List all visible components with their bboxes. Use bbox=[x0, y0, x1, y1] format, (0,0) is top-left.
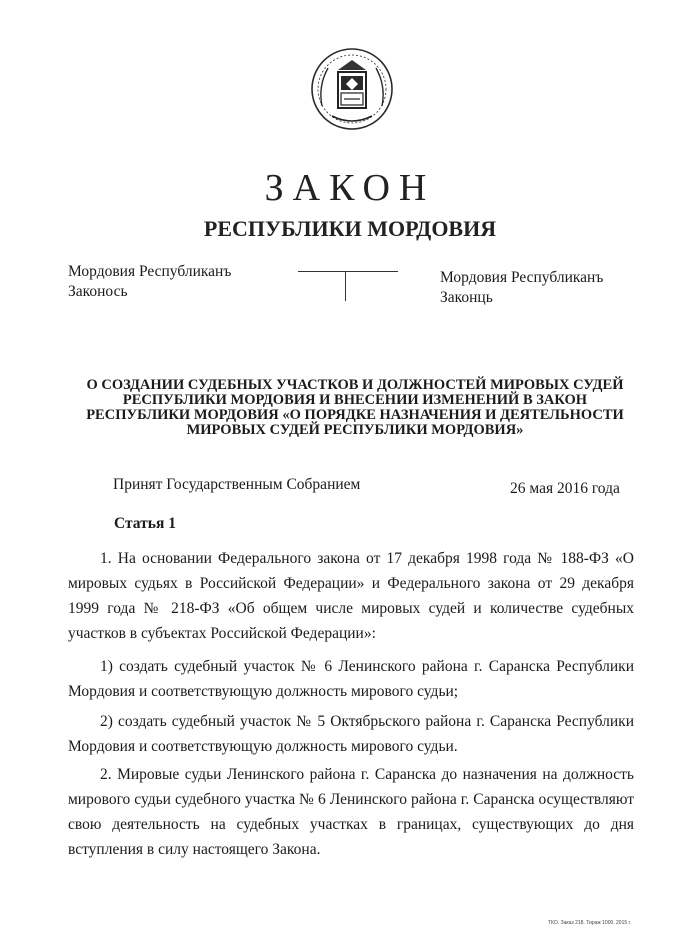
article-paragraph: 1. На основании Федерального закона от 17 декабря 1998 года № 188-ФЗ «О мировых судьях в Российской Федерации» и Федерального закона от 29 декабря 1999 года № 218-ФЗ «Об общем числе мировых судей и количестве судебных участков в субъектах Российской Федерации»: bbox=[68, 550, 634, 642]
mordovian-title-right-line2: Законць bbox=[440, 289, 493, 306]
article-paragraph: 2. Мировые судьи Ленинского района г. Саранска до назначения на должность мирового судьи судебного участка № 6 Ленинского района г. Саранска осуществляют свою деятельность на судебных участках в границах, существующих до дня вступления в силу настоящего Закона. bbox=[68, 766, 634, 858]
mordovian-title-right-line1: Мордовия Республиканъ bbox=[440, 269, 604, 286]
adoption-label: Принят Государственным Собранием bbox=[113, 476, 361, 493]
document-title: ЗАКОН bbox=[264, 167, 436, 209]
law-title: О СОЗДАНИИ СУДЕБНЫХ УЧАСТКОВ И ДОЛЖНОСТЕЙ МИРОВЫХ СУДЕЙ РЕСПУБЛИКИ МОРДОВИЯ И ВНЕСЕНИИ ИЗМЕНЕНИЙ В ЗАКОН РЕСПУБЛИКИ МОРДОВИЯ «О ПОРЯДКЕ НАЗНАЧЕНИЯ И ДЕЯТЕЛЬНОСТИ МИРОВЫХ СУДЕЙ РЕСПУБЛИКИ МОРДОВИЯ» bbox=[86, 377, 624, 438]
mordovian-title-left bbox=[68, 262, 231, 302]
coat-of-arms-emblem bbox=[308, 46, 396, 132]
document-subtitle: РЕСПУБЛИКИ МОРДОВИЯ bbox=[203, 216, 497, 241]
mordovian-title-left-line2: Законось bbox=[68, 283, 128, 300]
adoption-date: 26 мая 2016 года bbox=[510, 480, 620, 497]
article-paragraph: 1) создать судебный участок № 6 Ленинского района г. Саранска Республики Мордовия и соответствующую должность мирового судьи; bbox=[68, 658, 634, 700]
registration-mark-horizontal bbox=[298, 271, 398, 272]
article-paragraph: 2) создать судебный участок № 5 Октябрьского района г. Саранска Республики Мордовия и соответствующую должность мирового судьи. bbox=[68, 713, 634, 755]
mordovian-title-right bbox=[440, 268, 603, 308]
mordovian-title-left-line1: Мордовия Республиканъ bbox=[68, 263, 232, 280]
article-heading: Статья 1 bbox=[114, 515, 176, 532]
registration-mark-vertical bbox=[345, 271, 346, 301]
print-footnote: ТКО. Заказ 218. Тираж 1000. 2015 г. bbox=[548, 920, 632, 926]
